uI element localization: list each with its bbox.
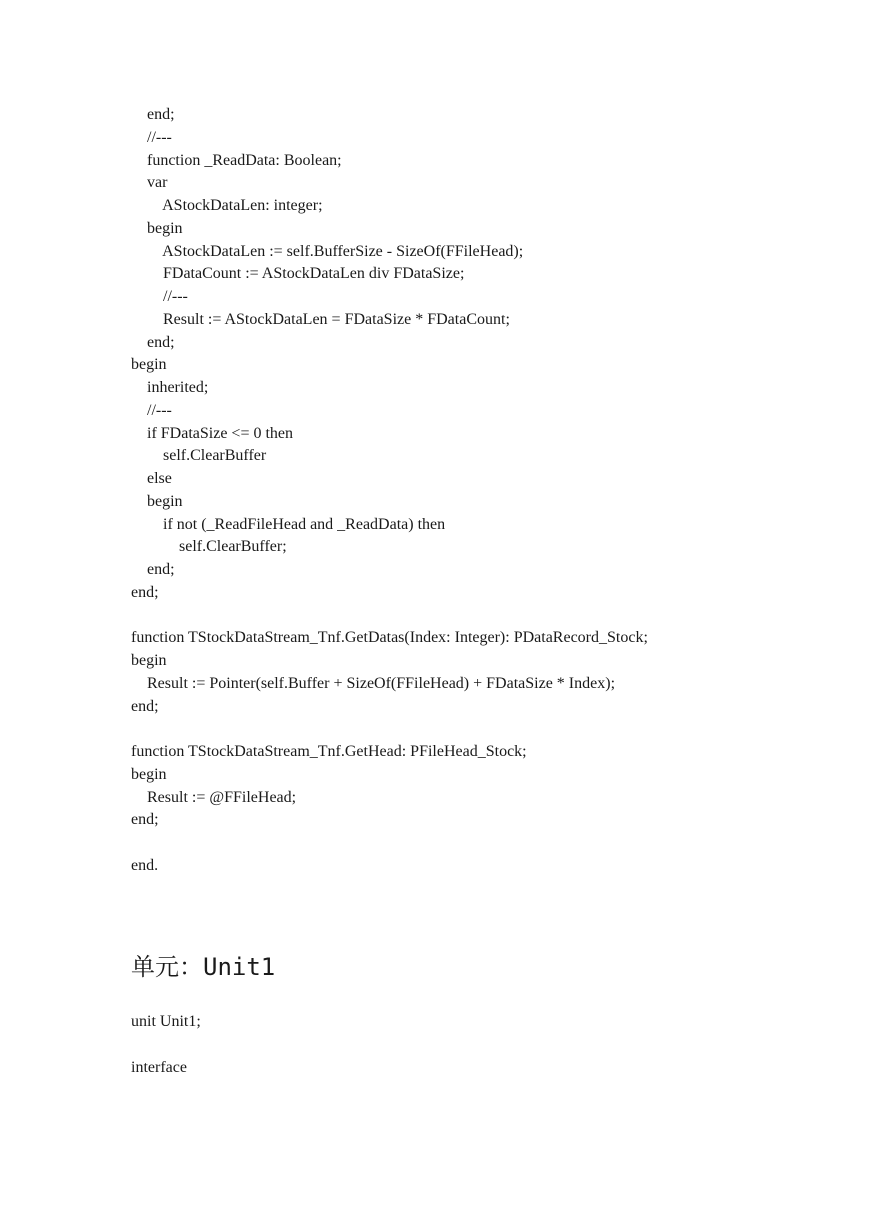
code-line: end; xyxy=(131,811,159,829)
unit-code-listing xyxy=(131,1011,201,1079)
code-line: function TStockDataStream_Tnf.GetHead: PFileHead_Stock; xyxy=(131,743,527,760)
code-line: self.ClearBuffer xyxy=(131,447,267,465)
code-line: end; xyxy=(131,583,159,601)
code-listing xyxy=(131,104,648,878)
code-line: AStockDataLen := self.BufferSize - SizeOf(FFileHead); xyxy=(131,242,524,260)
code-line-blank xyxy=(131,605,648,628)
code-line: var xyxy=(131,174,168,192)
code-line-blank xyxy=(131,832,648,855)
code-line: //--- xyxy=(131,401,172,419)
section-heading: 单元：Unit1 xyxy=(131,953,276,981)
code-line: unit Unit1; xyxy=(131,1013,201,1030)
code-line: function TStockDataStream_Tnf.GetDatas(Index: Integer): PDataRecord_Stock; xyxy=(131,629,648,647)
code-line: AStockDataLen: integer; xyxy=(131,197,323,214)
code-line: begin xyxy=(131,765,167,783)
code-line: if not (_ReadFileHead and _ReadData) then xyxy=(131,515,446,533)
code-line: end; xyxy=(131,697,159,715)
code-line-blank xyxy=(131,1034,201,1057)
code-line-blank xyxy=(131,718,648,741)
code-line: begin xyxy=(131,219,183,237)
code-line: //--- xyxy=(131,288,188,305)
code-line: end; xyxy=(131,333,175,351)
code-line: FDataCount := AStockDataLen div FDataSize; xyxy=(131,265,465,283)
code-line: begin xyxy=(131,652,167,669)
code-line: begin xyxy=(131,492,183,510)
code-line: else xyxy=(131,470,172,487)
code-line: end; xyxy=(131,561,175,578)
code-line: begin xyxy=(131,356,167,374)
code-line: end. xyxy=(131,856,159,874)
code-line: inherited; xyxy=(131,379,209,396)
code-line: if FDataSize <= 0 then xyxy=(131,424,294,442)
code-line: function _ReadData: Boolean; xyxy=(131,151,342,169)
code-line: Result := @FFileHead; xyxy=(131,788,297,806)
code-line: end; xyxy=(131,106,175,123)
code-line: //--- xyxy=(131,128,172,146)
code-line: Result := AStockDataLen = FDataSize * FDataCount; xyxy=(131,310,510,328)
code-line: Result := Pointer(self.Buffer + SizeOf(FFileHead) + FDataSize * Index); xyxy=(131,674,616,692)
code-line: interface xyxy=(131,1058,187,1076)
code-line: self.ClearBuffer; xyxy=(131,538,287,556)
